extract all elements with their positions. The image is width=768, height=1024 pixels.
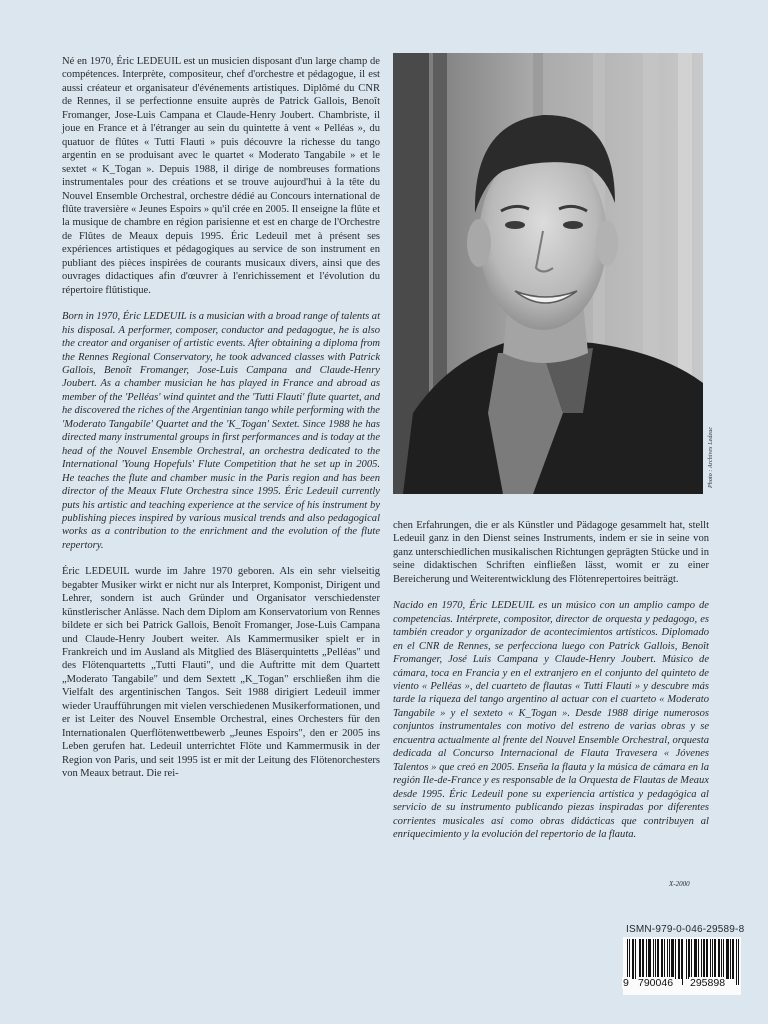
barcode-bar	[646, 939, 647, 979]
barcode-bar	[726, 939, 727, 979]
catalog-number: X-2000	[669, 880, 690, 888]
bio-german-part2: chen Erfahrungen, die er als Künstler und Pädagoge gesammelt hat, stellt Ledeuil ganz in den Dienst seines Instruments, indem er sie in seine von ganz unterschiedlichen musikalischen Richtungen geprägten Stücke und in seine didaktischen Schriften einfließen lässt, womit er zu einer Bereicherung und Weiterentwicklung des Flötenrepertoires beiträgt.	[393, 520, 709, 585]
barcode-bar	[694, 939, 695, 979]
barcode-bar	[706, 939, 707, 979]
barcode-bar	[728, 939, 729, 979]
barcode-bar	[698, 939, 699, 979]
barcode-bar	[633, 939, 634, 979]
barcode-bar	[703, 939, 704, 979]
barcode-right-group: 295898	[690, 977, 726, 989]
barcode-left-group: 790046	[638, 977, 674, 989]
barcode-bar	[701, 939, 702, 979]
barcode-bar	[691, 939, 692, 979]
author-portrait	[393, 53, 703, 494]
barcode-bar	[639, 939, 640, 979]
barcode-bar	[648, 939, 649, 979]
barcode-bar	[707, 939, 708, 979]
barcode-bar	[649, 939, 650, 979]
barcode-bar	[673, 939, 674, 979]
barcode-bar	[632, 939, 633, 979]
barcode-bar	[672, 939, 673, 979]
barcode-bar	[732, 939, 733, 979]
barcode-bar	[712, 939, 713, 979]
photo-credit: Photo : Archives Ledeuc	[708, 426, 714, 488]
left-column	[62, 55, 380, 781]
barcode-bar	[738, 939, 739, 985]
barcode-bar	[715, 939, 716, 979]
barcode-bar	[704, 939, 705, 979]
barcode-bar	[675, 939, 676, 979]
bio-english: Born in 1970, Éric LEDEUIL is a musician with a broad range of talents at his disposal. A performer, composer, conductor and pedagogue, he is also the creator and organiser of artistic events. After obtaining a diploma from the Rennes Regional Conservatory, he took advanced classes with Patrick Gallois, Benoît Fromanger, Jose-Luis Campana and Claude-Henry Joubert. As a chamber musician he has played in France and abroad as member of the 'Pelléas' wind quintet and the 'Tutti Flauti' flute quartet, and he discovered the riches of the Argentinian tango while performing with the 'Moderato Tangabile' Quartet and the 'K_Togan' Sextet. Since 1988 he has directed many instrumental groups in first performances and is today at the head of the Nouvel Ensemble Orchestral, an orchestra dedicated to the International 'Young Hopefuls' Flute Competition that he set up in 2005. He teaches the flute and chamber music in the Paris region and has been director of the Meaux Flute Orchestra since 1995. Éric Ledeuil currently puts his artistic and teaching experience at the service of his instrument by publishing pieces inspired by various musical trends and also pedagogical works as a contribution to the enrichment and the evolution of the flute repertory.	[62, 311, 380, 551]
barcode-bar	[671, 939, 672, 979]
barcode-bar	[669, 939, 670, 979]
bio-french: Né en 1970, Éric LEDEUIL est un musicien disposant d'un large champ de compétences. Interprète, compositeur, chef d'orchestre et pédagogue, il est aussi créateur et organisateur d'événements artistiques. Diplômé du CNR de Rennes, il se perfectionne ensuite auprès de Patrick Gallois, Benoît Fromanger, Jose-Luis Campana et Claude-Henry Joubert. Chambriste, il joue en France et à l'étranger au sein du quintette à vent « Pelléas », du quatuor de flûtes « Tutti Flauti » puis découvre la richesse du tango argentin en se produisant avec le quartet « Moderato Tangabile » et le sextet « K_Togan ». Depuis 1988, il dirige de nombreuses formations instrumentales pour des créations et se trouve aujourd'hui à la tête du Nouvel Ensemble Orchestral, orchestre dédié au Concours international de flûte traversière « Jeunes Espoirs » qu'il crée en 2005. Il enseigne la flûte et la musique de chambre en région parisienne et est en charge de l'Orchestre de Flûtes de Meaux depuis 1995. Éric Ledeuil met à présent ses expériences artistiques et pédagogiques au service de son instrument en publiant des pièces inspirées de courants musicaux divers, ainsi que des ouvrages didactiques afin d'œuvrer à l'enrichissement et l'évolution du répertoire flûtistique.	[62, 56, 380, 296]
barcode-bar	[643, 939, 644, 979]
barcode-bar	[642, 939, 643, 979]
barcode-bar	[727, 939, 728, 979]
barcode-bar	[664, 939, 665, 979]
barcode-bar	[681, 939, 682, 979]
barcode-bar	[721, 939, 722, 979]
ismn-number: ISMN-979-0-046-29589-8	[626, 924, 745, 935]
barcode-bar	[719, 939, 720, 979]
bio-german-part1: Éric LEDEUIL wurde im Jahre 1970 geboren. Als ein sehr vielseitig begabter Musiker wirkt er nicht nur als Interpret, Komponist, Dirigent und Lehrer, sondern ist auch Gründer und Organisator verschiedenster künstlerischer Anlässe. Nach dem Diplom am Konservatorium von Rennes bildete er sich bei Patrick Gallois, Benoît Fromanger, Jose-Luis Campana und Claude-Henry Joubert weiter. Als Kammermusiker spielt er in Frankreich und im Ausland als Mitglied des Bläserquintetts „Pelléas" und des Flötenquartetts „Tutti Flauti", und die Auftritte mit dem Quartett „Moderato Tangabile" und dem Sextett „K_Togan" erschließen ihm die Vielfalt des argentinischen Tangos. Seit 1988 dirigiert Ledeuil immer wieder Uraufführungen mit vielen verschiedenen Musikerformationen, und er ist Leiter des Nouvel Ensemble Orchestral, eines Orchesters für den Internationalen Querflötenwettbewerb „Jeunes Espoirs", den er 2005 ins Leben gerufen hat. Ledeuil unterrichtet Flöte und Kammermusik in der Region von Paris, und seit 1995 ist er mit der Leitung des Flötenorchesters von Meaux betraut. Die rei-	[62, 566, 380, 780]
barcode-bar	[640, 939, 641, 979]
barcode-bar	[689, 939, 690, 979]
barcode-bar	[730, 939, 731, 979]
barcode-bar	[733, 939, 734, 979]
barcode-bar	[718, 939, 719, 979]
barcode-bar	[678, 939, 679, 979]
barcode-bar	[658, 939, 659, 979]
barcode-bar	[686, 939, 687, 979]
right-column	[393, 519, 709, 841]
barcode-bar	[653, 939, 654, 979]
barcode-first-digit: 9	[623, 977, 629, 989]
bio-spanish: Nacido en 1970, Éric LEDEUIL es un músico con un amplio campo de competencias. Intérprete, compositor, director de orquesta y pedagogo, es también creador y organizador de acontecimientos artísticos. Diplomado en el CNR de Rennes, se perfecciona luego con Patrick Gallois, Benoît Fromanger, José Luis Campana y Claude-Henry Joubert. Músico de cámara, toca en Francia y en el extranjero en el conjunto del quinteto de viento « Pelléas », del cuarteto de flautas « Tutti Flauti » y descubre más tarde la riqueza del tango argentino al actuar con el cuarteto « Moderato Tangabile » y el sexteto « K_Togan ». Desde 1988 dirige numerosos conjuntos instrumentales con motivo del estreno de varias obras y se encuentra actualmente al frente del Nouvel Ensemble Orchestral, orquesta dedicada al Concurso Internacional de Flauta Travesera « Jóvenes Talentos » que creó en 2005. Enseña la flauta y la música de cámara en la región Ile-de-France y es responsable de la Orquesta de Flautas de Meaux desde 1995. Éric Ledeuil pone su experiencia artística y pedagógica al servicio de su instrumento publicando piezas inspiradas por diferentes corrientes musicales así como obras didácticas que contribuyen al enriquecimiento y la evolución del repertorio de la flauta.	[393, 600, 709, 840]
barcode-bar	[688, 939, 689, 979]
barcode-bar	[710, 939, 711, 979]
barcode-bar	[695, 939, 696, 979]
barcode-bar	[696, 939, 697, 979]
barcode-bar	[736, 939, 737, 985]
barcode-bar	[662, 939, 663, 979]
barcode-bar	[650, 939, 651, 979]
barcode-bar	[714, 939, 715, 979]
barcode-bar	[657, 939, 658, 979]
barcode-bar	[635, 939, 636, 979]
barcode-bar	[679, 939, 680, 979]
barcode-bar	[655, 939, 656, 979]
barcode	[623, 937, 741, 995]
barcode-bar	[682, 939, 683, 985]
barcode-bar	[723, 939, 724, 979]
barcode-bar	[661, 939, 662, 979]
barcode-bar	[667, 939, 668, 979]
